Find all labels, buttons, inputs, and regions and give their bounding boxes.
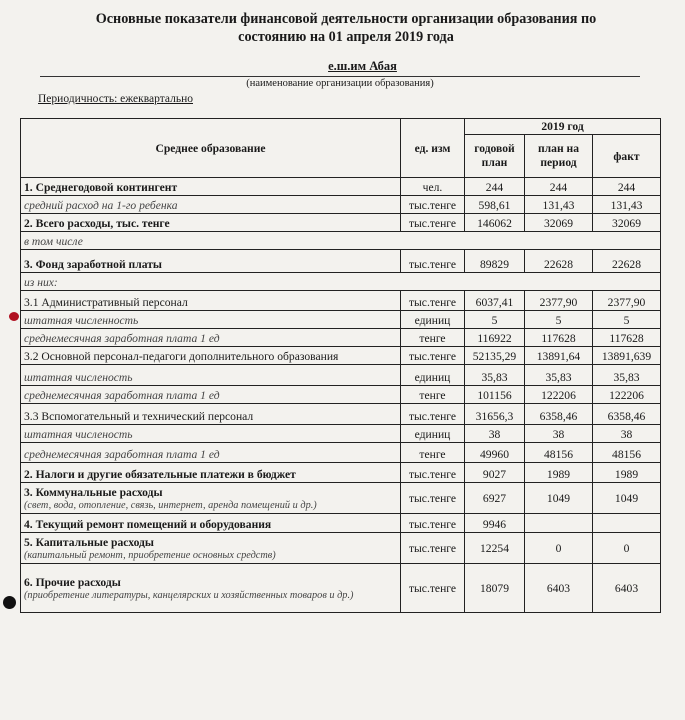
row-label: среднемесячная заработная плата 1 ед [21, 443, 401, 463]
row-period: 22628 [525, 250, 593, 273]
row-period: 2377,90 [525, 291, 593, 311]
financial-table [20, 118, 661, 613]
row-fact: 6358,46 [593, 404, 661, 425]
row-label: 4. Текущий ремонт помещений и оборудования [21, 514, 401, 533]
header-plan-period-line-2: период [540, 156, 577, 169]
row-plan: 146062 [465, 214, 525, 232]
table-row [21, 425, 661, 443]
row-label: 2. Налоги и другие обязательные платежи в бюджет [21, 463, 401, 483]
row-label: штатная численность [21, 311, 401, 329]
row-period: 122206 [525, 386, 593, 404]
row-unit: тенге [401, 443, 465, 463]
table-row [21, 463, 661, 483]
table-row [21, 404, 661, 425]
row-label-with-note [21, 533, 401, 564]
table-row [21, 443, 661, 463]
row-plan: 6927 [465, 483, 525, 514]
header-plan-year-line-2: план [481, 156, 508, 169]
header-fact: факт [593, 135, 661, 178]
row-fact: 244 [593, 178, 661, 196]
row-unit: тыс.тенге [401, 463, 465, 483]
row-period: 1989 [525, 463, 593, 483]
row-label: 3.2 Основной персонал-педагоги дополнительного образования [21, 347, 401, 365]
row-label: 3.3 Вспомогательный и технический персонал [21, 404, 401, 425]
row-unit: тыс.тенге [401, 483, 465, 514]
row-unit: тыс.тенге [401, 250, 465, 273]
row-period: 13891,64 [525, 347, 593, 365]
table-row [21, 514, 661, 533]
row-fact: 35,83 [593, 365, 661, 386]
row-fact: 32069 [593, 214, 661, 232]
row-fact [593, 514, 661, 533]
header-year: 2019 год [465, 119, 661, 135]
row-plan: 116922 [465, 329, 525, 347]
periodicity: Периодичность: ежеквартально [38, 93, 193, 105]
row-label: 1. Среднегодовой контингент [21, 178, 401, 196]
row-unit: тыс.тенге [401, 347, 465, 365]
table-row [21, 232, 661, 250]
row-period: 117628 [525, 329, 593, 347]
table-row [21, 196, 661, 214]
row-unit: тенге [401, 329, 465, 347]
table-row [21, 329, 661, 347]
row-plan: 38 [465, 425, 525, 443]
row-plan: 35,83 [465, 365, 525, 386]
row-period: 131,43 [525, 196, 593, 214]
table-row [21, 365, 661, 386]
row-unit: единиц [401, 425, 465, 443]
table-row [21, 273, 661, 291]
row-unit: чел. [401, 178, 465, 196]
row-note: (свет, вода, отопление, связь, интернет, аренда помещений и др.) [24, 499, 317, 511]
row-fact: 6403 [593, 564, 661, 613]
row-label: среднемесячная заработная плата 1 ед [21, 329, 401, 347]
row-fact: 38 [593, 425, 661, 443]
row-label: среднемесячная заработная плата 1 ед [21, 386, 401, 404]
row-period: 6403 [525, 564, 593, 613]
row-label: 3.1 Административный персонал [21, 291, 401, 311]
row-fact: 13891,639 [593, 347, 661, 365]
row-fact: 2377,90 [593, 291, 661, 311]
title-line-2: состоянию на 01 апреля 2019 года [238, 29, 454, 45]
title-line-1: Основные показатели финансовой деятельности организации образования по [95, 11, 597, 27]
row-plan: 598,61 [465, 196, 525, 214]
row-unit: единиц [401, 365, 465, 386]
row-unit: тенге [401, 386, 465, 404]
red-ink-spot [9, 312, 19, 321]
row-plan: 244 [465, 178, 525, 196]
table-row [21, 483, 661, 514]
row-label: средний расход на 1-го ребенка [21, 196, 401, 214]
table-row [21, 178, 661, 196]
row-unit: тыс.тенге [401, 196, 465, 214]
row-plan: 52135,29 [465, 347, 525, 365]
hole-punch-mark [3, 596, 16, 609]
row-note: (капитальный ремонт, приобретение основных средств) [24, 549, 276, 561]
row-fact: 122206 [593, 386, 661, 404]
row-period: 1049 [525, 483, 593, 514]
row-label: 3. Фонд заработной платы [21, 250, 401, 273]
row-unit: тыс.тенге [401, 533, 465, 564]
row-plan: 5 [465, 311, 525, 329]
row-label: 5. Капитальные расходы [24, 535, 154, 549]
row-period: 38 [525, 425, 593, 443]
row-fact: 5 [593, 311, 661, 329]
row-label: штатная численость [21, 365, 401, 386]
document-title [40, 10, 652, 46]
row-plan: 9027 [465, 463, 525, 483]
organization-name: е.ш.им Абая [328, 59, 397, 73]
row-fact: 0 [593, 533, 661, 564]
row-plan: 101156 [465, 386, 525, 404]
header-plan-year [465, 135, 525, 178]
row-fact: 1989 [593, 463, 661, 483]
row-fact: 131,43 [593, 196, 661, 214]
row-label: 6. Прочие расходы [24, 575, 121, 589]
row-period: 48156 [525, 443, 593, 463]
row-unit: тыс.тенге [401, 404, 465, 425]
row-label-with-note [21, 564, 401, 613]
table-row [21, 214, 661, 232]
row-plan: 31656,3 [465, 404, 525, 425]
header-plan-period [525, 135, 593, 178]
row-period: 35,83 [525, 365, 593, 386]
row-period [525, 514, 593, 533]
row-period: 32069 [525, 214, 593, 232]
header-unit: ед. изм [401, 119, 465, 178]
table-row [21, 533, 661, 564]
row-plan: 6037,41 [465, 291, 525, 311]
row-plan: 89829 [465, 250, 525, 273]
row-unit: тыс.тенге [401, 291, 465, 311]
row-unit: единиц [401, 311, 465, 329]
table-row [21, 250, 661, 273]
row-plan: 49960 [465, 443, 525, 463]
row-plan: 12254 [465, 533, 525, 564]
row-label-with-note [21, 483, 401, 514]
header-plan-period-line-1: план на [537, 142, 580, 155]
table-header-row-1 [21, 119, 661, 135]
row-period: 244 [525, 178, 593, 196]
row-period: 6358,46 [525, 404, 593, 425]
table-row [21, 347, 661, 365]
organization-underline [40, 76, 640, 77]
row-label: штатная численость [21, 425, 401, 443]
row-fact: 22628 [593, 250, 661, 273]
organization-note: (наименование организации образования) [246, 78, 434, 89]
row-fact: 117628 [593, 329, 661, 347]
row-label: из них: [21, 273, 661, 291]
table-row [21, 564, 661, 613]
header-education: Среднее образование [21, 119, 401, 178]
row-unit: тыс.тенге [401, 564, 465, 613]
row-period: 0 [525, 533, 593, 564]
row-note: (приобретение литературы, канцелярских и хозяйственных товаров и др.) [24, 589, 354, 601]
table-row [21, 386, 661, 404]
table-row [21, 311, 661, 329]
table-row [21, 291, 661, 311]
row-unit: тыс.тенге [401, 514, 465, 533]
header-plan-year-line-1: годовой [474, 142, 515, 155]
row-label: в том числе [21, 232, 661, 250]
row-unit: тыс.тенге [401, 214, 465, 232]
row-period: 5 [525, 311, 593, 329]
row-label: 3. Коммунальные расходы [24, 485, 163, 499]
row-fact: 1049 [593, 483, 661, 514]
row-plan: 18079 [465, 564, 525, 613]
row-label: 2. Всего расходы, тыс. тенге [21, 214, 401, 232]
row-plan: 9946 [465, 514, 525, 533]
row-fact: 48156 [593, 443, 661, 463]
